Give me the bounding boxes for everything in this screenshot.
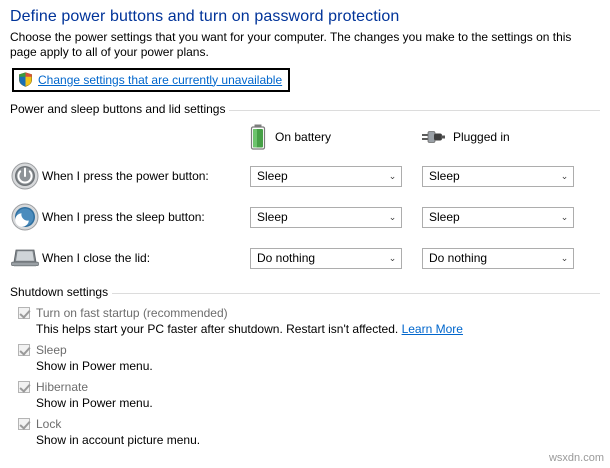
fast-startup-description: This helps start your PC faster after shutdown. Restart isn't affected.: [36, 322, 399, 336]
lock-checkbox[interactable]: [18, 418, 30, 430]
close-lid-plugged-in-value: Do nothing: [429, 251, 488, 265]
shield-icon: [18, 72, 33, 87]
chevron-down-icon: ⌄: [560, 170, 569, 181]
change-settings-link[interactable]: [18, 72, 282, 87]
row-close-lid: [0, 243, 610, 273]
power-button-icon: [10, 161, 40, 191]
power-button-on-battery-dropdown[interactable]: [250, 166, 402, 187]
close-lid-on-battery-value: Do nothing: [257, 251, 316, 265]
chevron-down-icon: ⌄: [560, 211, 569, 222]
sleep-label: Sleep: [36, 343, 67, 357]
row-power-button: [0, 161, 610, 191]
checkbox-row-lock[interactable]: [0, 417, 610, 431]
change-settings-highlight-box: [12, 68, 290, 92]
chevron-down-icon: ⌄: [388, 170, 397, 181]
power-plug-icon: [420, 127, 446, 147]
column-header-plugged-in-label: Plugged in: [453, 130, 510, 144]
power-button-on-battery-value: Sleep: [257, 169, 288, 183]
sleep-description: Show in Power menu.: [36, 359, 153, 373]
hibernate-checkbox[interactable]: [18, 381, 30, 393]
checkbox-row-fast-startup[interactable]: [0, 306, 610, 320]
row-close-lid-label: When I close the lid:: [42, 251, 151, 265]
page-description: Choose the power settings that you want for your computer. The changes you make to the settings on this page apply to all of your power plans.: [10, 30, 572, 59]
chevron-down-icon: ⌄: [560, 252, 569, 263]
laptop-lid-icon: [10, 243, 40, 273]
sleep-button-on-battery-dropdown[interactable]: [250, 207, 402, 228]
chevron-down-icon: ⌄: [388, 211, 397, 222]
watermark: wsxdn.com: [548, 452, 604, 464]
change-settings-link-text[interactable]: Change settings that are currently unavailable: [38, 72, 283, 87]
close-lid-on-battery-dropdown[interactable]: [250, 248, 402, 269]
column-header-on-battery: [248, 124, 400, 150]
power-button-plugged-in-dropdown[interactable]: [422, 166, 574, 187]
buttons-lid-group: [0, 102, 610, 273]
sleep-checkbox[interactable]: [18, 344, 30, 356]
battery-icon: [248, 124, 268, 150]
column-header-on-battery-label: On battery: [275, 130, 332, 144]
sleep-button-plugged-in-value: Sleep: [429, 210, 460, 224]
column-headers: [0, 124, 610, 150]
close-lid-plugged-in-dropdown[interactable]: [422, 248, 574, 269]
checkbox-row-sleep[interactable]: [0, 343, 610, 357]
row-power-button-label: When I press the power button:: [42, 169, 209, 183]
row-sleep-button: [0, 202, 610, 232]
chevron-down-icon: ⌄: [388, 252, 397, 263]
hibernate-label: Hibernate: [36, 380, 89, 394]
sleep-button-on-battery-value: Sleep: [257, 210, 288, 224]
row-sleep-button-label: When I press the sleep button:: [42, 210, 205, 224]
fast-startup-label: Turn on fast startup (recommended): [36, 306, 228, 320]
lock-description: Show in account picture menu.: [36, 433, 201, 447]
sleep-button-icon: [10, 202, 40, 232]
learn-more-link[interactable]: Learn More: [401, 322, 463, 336]
sleep-button-plugged-in-dropdown[interactable]: [422, 207, 574, 228]
shutdown-settings-group-label: Shutdown settings: [0, 285, 112, 299]
buttons-lid-group-label: Power and sleep buttons and lid settings: [0, 102, 229, 116]
lock-label: Lock: [36, 417, 62, 431]
fast-startup-checkbox[interactable]: [18, 307, 30, 319]
power-button-plugged-in-value: Sleep: [429, 169, 460, 183]
fast-startup-description-row: [0, 322, 610, 336]
column-spacer: [10, 124, 248, 150]
hibernate-description: Show in Power menu.: [36, 396, 153, 410]
column-header-plugged-in: [420, 124, 572, 150]
page-title: Define power buttons and turn on password protection: [10, 8, 400, 25]
checkbox-row-hibernate[interactable]: [0, 380, 610, 394]
shutdown-settings-group: [0, 285, 610, 447]
